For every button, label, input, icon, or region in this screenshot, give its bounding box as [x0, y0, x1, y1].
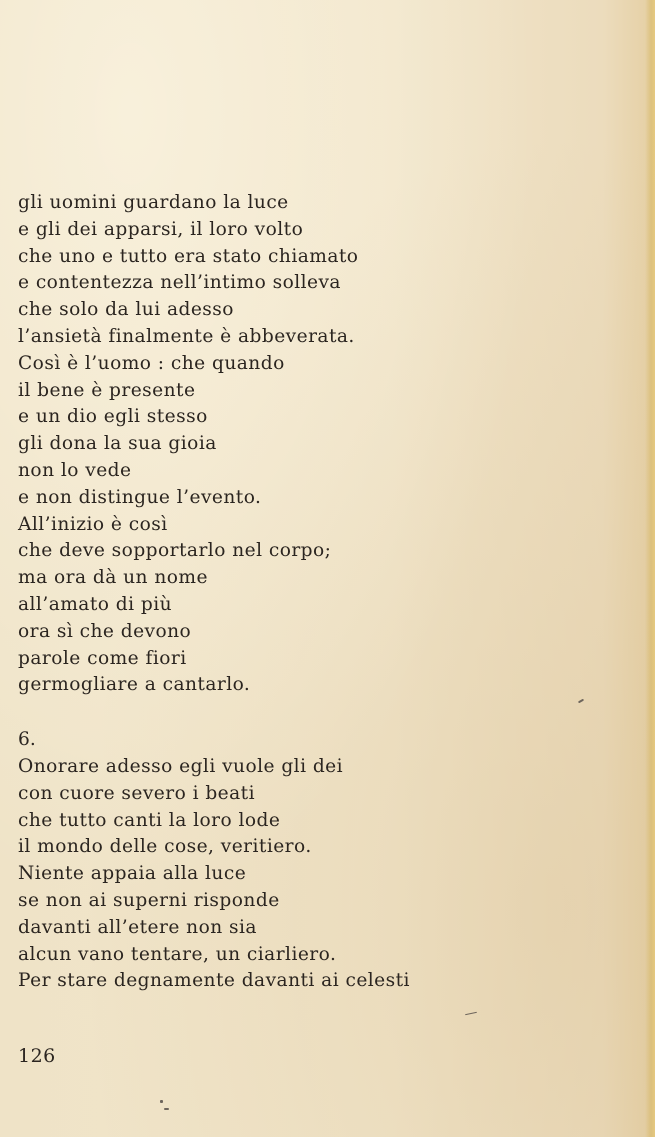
verse-line: all’amato di più	[18, 593, 173, 615]
verse-line: All’inizio è così	[18, 513, 168, 535]
paper-speck	[465, 1012, 477, 1015]
paper-speck	[160, 1100, 163, 1103]
verse-line: ora sì che devono	[18, 620, 192, 642]
verse-line: e non distingue l’evento.	[18, 486, 262, 508]
page-edge-tint	[645, 0, 655, 1137]
verse-line: gli uomini guardano la luce	[18, 192, 289, 213]
verse-line: e gli dei apparsi, il loro volto	[18, 218, 304, 240]
stanza-gap	[18, 699, 618, 727]
verse-line: gli dona la sua gioia	[18, 433, 217, 455]
paper-speck	[164, 1108, 169, 1110]
page-number: 126	[18, 1045, 56, 1067]
verse-line: e contentezza nell’intimo solleva	[18, 272, 341, 294]
verse-line: che solo da lui adesso	[18, 299, 234, 321]
verse-line: se non ai superni risponde	[18, 889, 280, 911]
verse-line: che deve sopportarlo nel corpo;	[18, 540, 332, 562]
verse-line: ma ora dà un nome	[18, 567, 208, 589]
verse-line: germogliare a cantarlo.	[18, 674, 251, 696]
verse-line: Così è l’uomo : che quando	[18, 352, 285, 374]
verse-line: parole come fiori	[18, 647, 187, 669]
stanza-1	[18, 190, 618, 699]
verse-line: e un dio egli stesso	[18, 406, 208, 428]
section-number: 6.	[18, 729, 36, 751]
verse-line: che uno e tutto era stato chiamato	[18, 245, 359, 267]
verse-line: Onorare adesso egli vuole gli dei	[18, 755, 344, 777]
poem-text	[18, 190, 618, 995]
verse-line: che tutto canti la loro lode	[18, 809, 281, 831]
verse-line: Niente appaia alla luce	[18, 863, 247, 885]
verse-line: l’ansietà finalmente è abbeverata.	[18, 325, 355, 347]
verse-line: non lo vede	[18, 459, 132, 481]
verse-line: alcun vano tentare, un ciarliero.	[18, 943, 337, 965]
verse-line: il bene è presente	[18, 379, 196, 401]
stanza-2	[18, 754, 618, 995]
verse-line: il mondo delle cose, veritiero.	[18, 836, 312, 858]
verse-line: davanti all’etere non sia	[18, 916, 257, 938]
verse-line: con cuore severo i beati	[18, 782, 255, 804]
verse-line: Per stare degnamente davanti ai celesti	[18, 970, 410, 992]
